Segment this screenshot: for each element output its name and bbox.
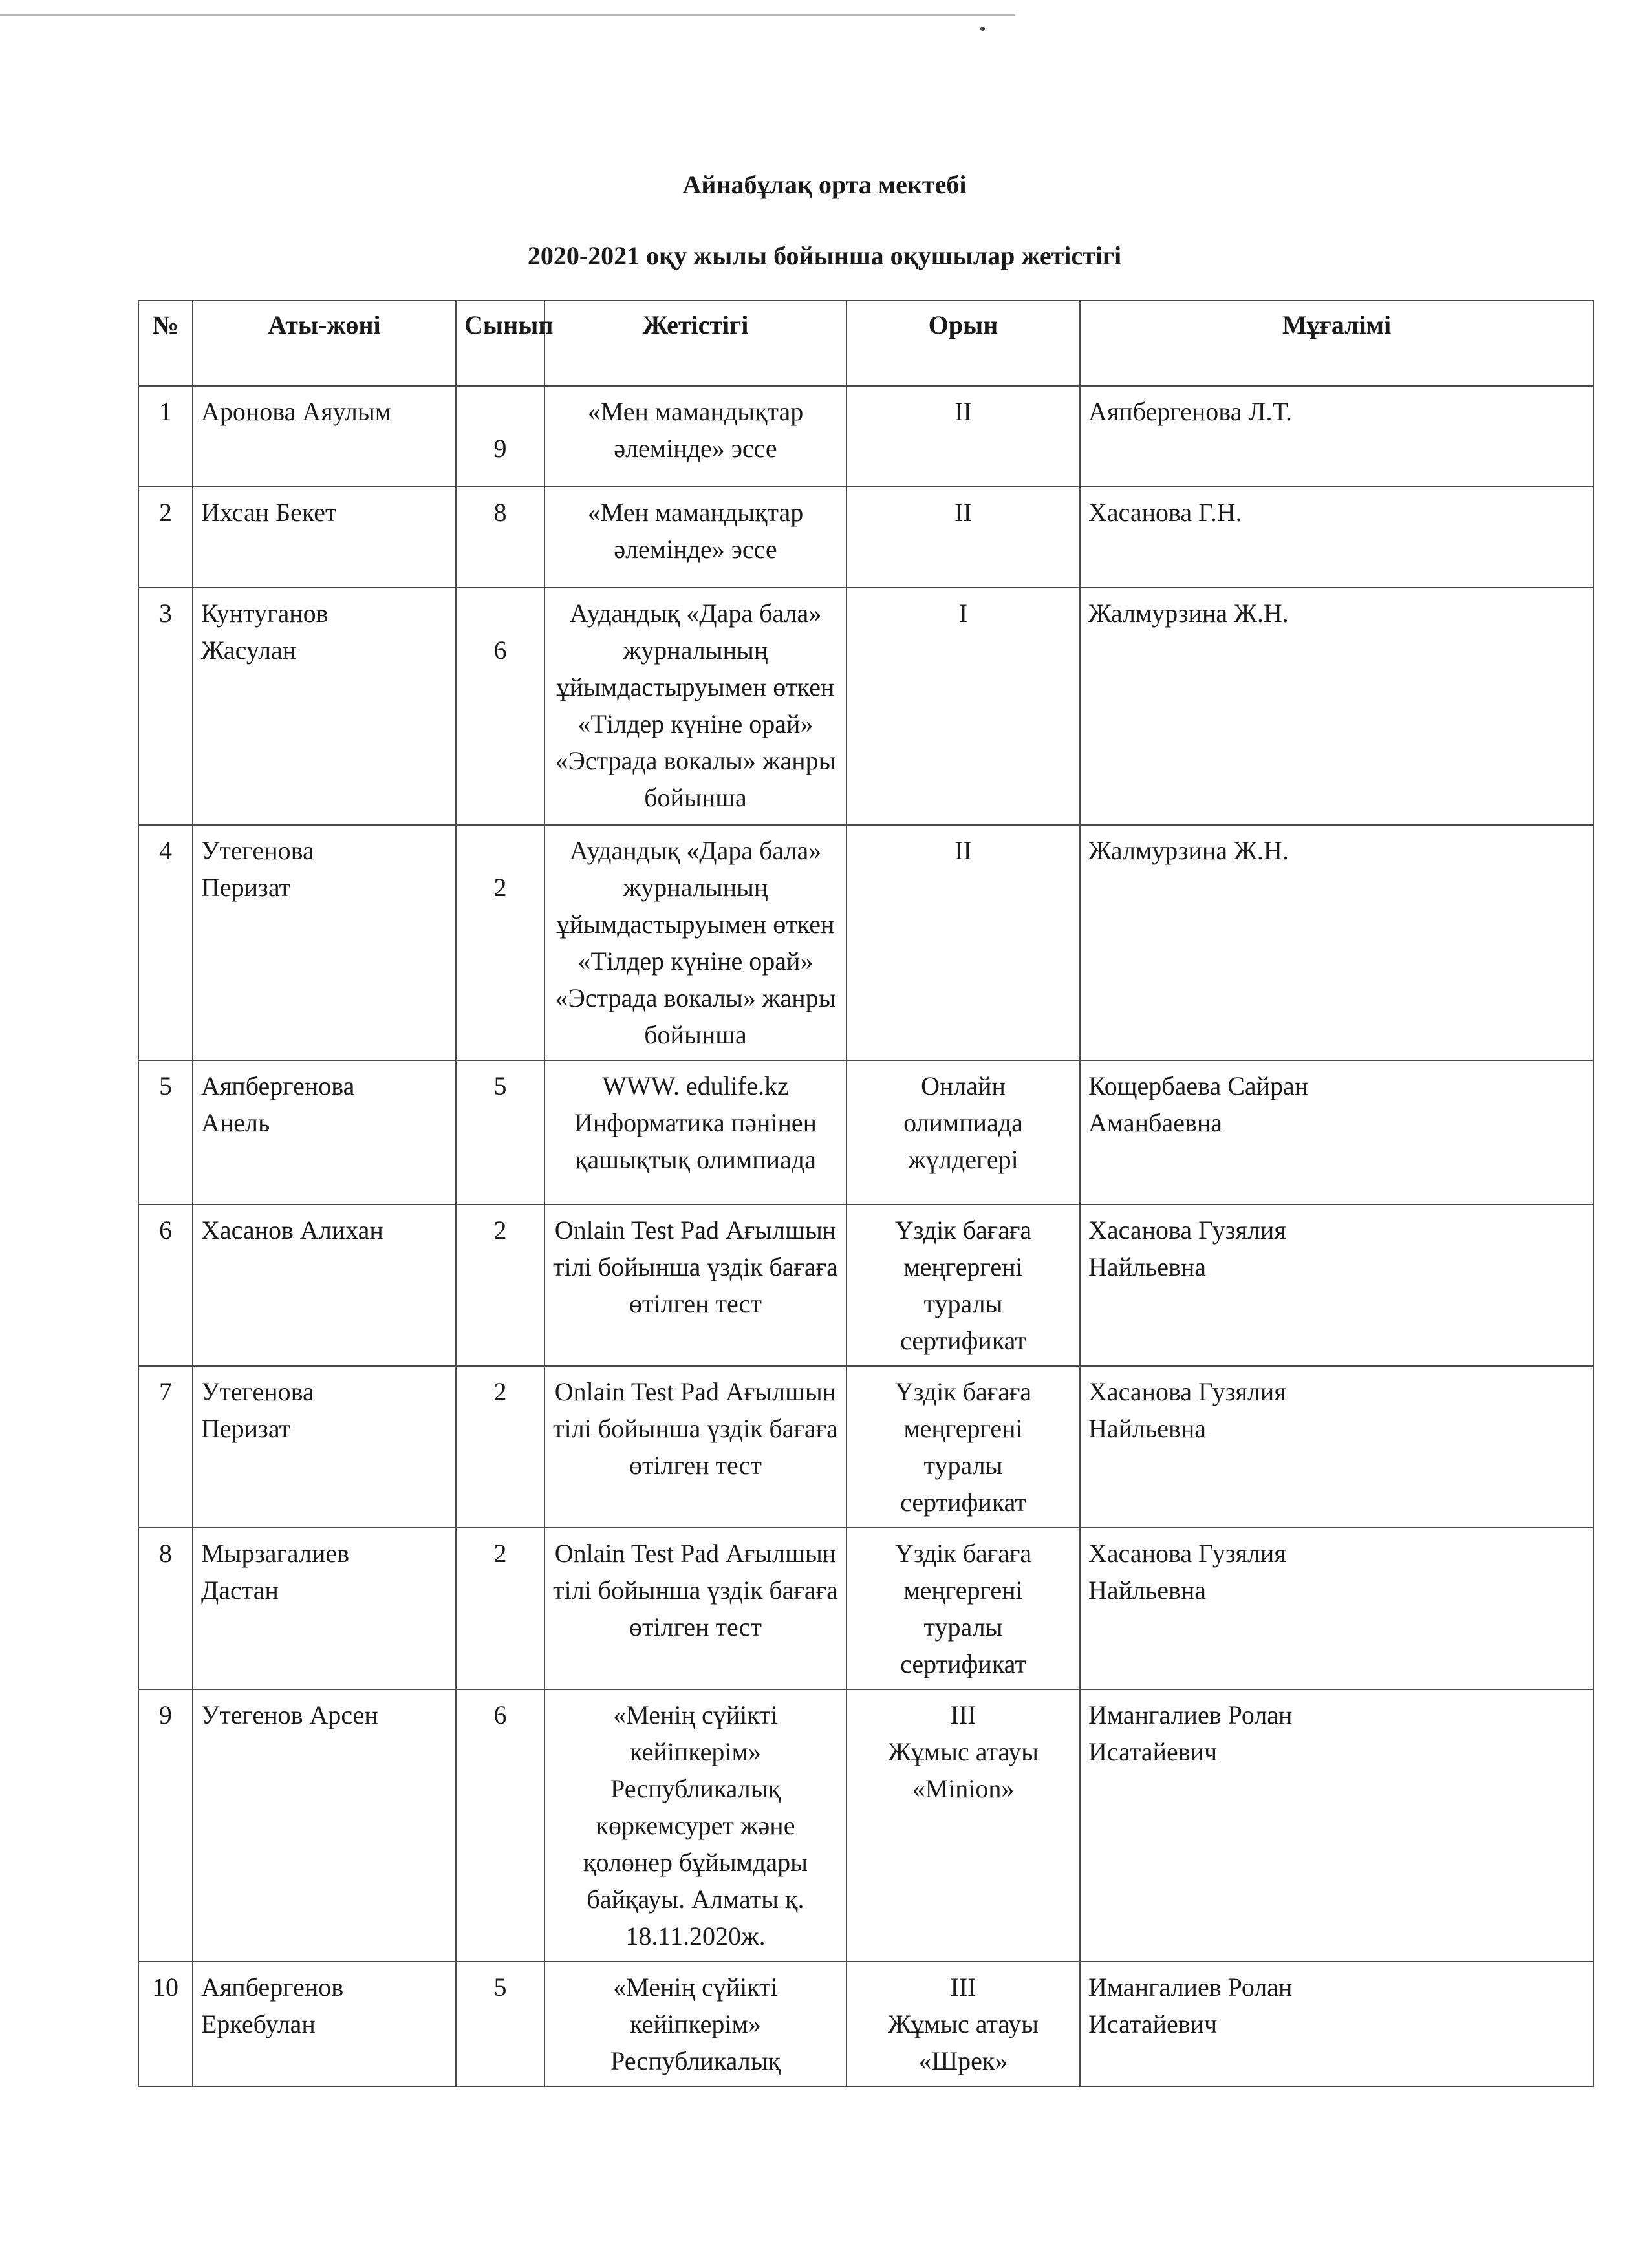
- achievement-line: кейіпкерім»: [630, 2009, 761, 2038]
- teacher-line: Хасанова Гузялия: [1088, 1377, 1286, 1406]
- col-header-number: №: [138, 301, 193, 386]
- achievement-line: Аудандық «Дара бала»: [569, 836, 822, 865]
- scan-top-edge-line: [0, 14, 1015, 16]
- place-line: «Minion»: [912, 1774, 1015, 1803]
- student-name-cell: [193, 1528, 456, 1689]
- student-name-line: Аронова Аяулым: [201, 397, 392, 426]
- place-cell: [846, 1528, 1080, 1689]
- student-name-line: Дастан: [201, 1576, 279, 1605]
- row-number-cell: 3: [138, 588, 193, 825]
- place-cell: [846, 1366, 1080, 1528]
- student-name-line: Перизат: [201, 1414, 291, 1443]
- achievement-cell: [544, 487, 846, 588]
- teacher-line: Хасанова Г.Н.: [1088, 498, 1242, 527]
- grade-value: 2: [493, 873, 507, 902]
- student-name-line: Аяпбергенов: [201, 1973, 344, 2002]
- achievement-line: Республикалық: [610, 2046, 781, 2075]
- place-line: Үздік бағаға: [894, 1377, 1032, 1406]
- student-name-line: Жасулан: [201, 636, 297, 665]
- row-number-cell: 6: [138, 1204, 193, 1366]
- place-line: олимпиада: [903, 1108, 1023, 1137]
- achievement-line: журналының: [623, 636, 768, 665]
- row-number-cell: 10: [138, 1962, 193, 2086]
- place-line: меңгергені: [903, 1576, 1023, 1605]
- teacher-line: Имангалиев Ролан: [1088, 1973, 1293, 2002]
- achievement-cell: [544, 1204, 846, 1366]
- school-title: Айнабұлақ орта мектебі: [682, 170, 967, 199]
- place-line: II: [954, 498, 972, 527]
- achievement-line: 18.11.2020ж.: [625, 1921, 766, 1951]
- teacher-line: Хасанова Гузялия: [1088, 1215, 1286, 1245]
- table-row: [138, 1366, 1593, 1528]
- teacher-line: Жалмурзина Ж.Н.: [1088, 599, 1289, 628]
- teacher-line: Аяпбергенова Л.Т.: [1088, 397, 1292, 426]
- place-line: жүлдегері: [908, 1145, 1018, 1174]
- student-name-cell: [193, 1366, 456, 1528]
- achievement-line: «Тілдер күніне орай»: [577, 947, 814, 976]
- table-row: [138, 588, 1593, 825]
- teacher-cell: [1080, 588, 1593, 825]
- achievement-line: Onlain Test Pad Ағылшын: [554, 1215, 837, 1245]
- place-line: Жұмыс атауы: [887, 1737, 1039, 1766]
- place-line: I: [958, 599, 968, 628]
- achievement-line: өтілген тест: [629, 1451, 762, 1480]
- grade-cell: [456, 1204, 544, 1366]
- grade-value: 5: [493, 1071, 507, 1100]
- col-header-achievement: Жетістігі: [544, 301, 846, 386]
- place-line: II: [954, 397, 972, 426]
- student-name-line: Кунтуганов: [201, 599, 329, 628]
- achievement-line: Республикалық: [610, 1774, 781, 1803]
- row-number-cell: 2: [138, 487, 193, 588]
- table-header-row: [138, 301, 1593, 386]
- place-cell: [846, 1204, 1080, 1366]
- achievement-cell: [544, 386, 846, 487]
- grade-value: 8: [493, 498, 507, 527]
- grade-cell: [456, 1060, 544, 1204]
- place-line: туралы: [923, 1451, 1003, 1480]
- teacher-line: Кощербаева Сайран: [1088, 1071, 1309, 1100]
- student-name-cell: [193, 1689, 456, 1962]
- row-number-cell: 5: [138, 1060, 193, 1204]
- teacher-line: Найльевна: [1088, 1576, 1207, 1605]
- col-header-full-name: Аты-жөні: [193, 301, 456, 386]
- place-line: Жұмыс атауы: [887, 2009, 1039, 2038]
- teacher-line: Хасанова Гузялия: [1088, 1539, 1286, 1568]
- grade-value: 6: [493, 636, 507, 665]
- place-line: III: [950, 1700, 976, 1729]
- grade-value: 2: [493, 1539, 507, 1568]
- student-name-line: Утегенова: [201, 1377, 314, 1406]
- achievement-line: журналының: [623, 873, 768, 902]
- col-header-place: Орын: [846, 301, 1080, 386]
- student-name-line: Перизат: [201, 873, 291, 902]
- achievement-line: «Мен мамандықтар: [587, 498, 804, 527]
- student-name-cell: [193, 1060, 456, 1204]
- student-name-line: Утегенов Арсен: [201, 1700, 378, 1729]
- achievement-line: Аудандық «Дара бала»: [569, 599, 822, 628]
- grade-cell: [456, 1962, 544, 2086]
- grade-cell: [456, 1689, 544, 1962]
- place-line: Үздік бағаға: [894, 1539, 1032, 1568]
- student-name-cell: [193, 386, 456, 487]
- student-name-cell: [193, 1204, 456, 1366]
- achievement-line: «Эстрада вокалы» жанры: [555, 746, 836, 775]
- teacher-cell: [1080, 825, 1593, 1060]
- place-cell: [846, 487, 1080, 588]
- grade-cell: [456, 825, 544, 1060]
- table-row: [138, 1060, 1593, 1204]
- teacher-line: Найльевна: [1088, 1414, 1207, 1443]
- grade-value: 2: [493, 1215, 507, 1245]
- grade-value: 5: [493, 1973, 507, 2002]
- achievement-line: тілі бойынша үздік бағаға: [553, 1576, 838, 1605]
- student-name-line: Ихсан Бекет: [201, 498, 337, 527]
- achievement-line: тілі бойынша үздік бағаға: [553, 1252, 838, 1281]
- col-header-grade: Сынып: [456, 301, 544, 386]
- student-name-cell: [193, 825, 456, 1060]
- student-name-line: Хасанов Алихан: [201, 1215, 383, 1245]
- place-line: III: [950, 1973, 976, 2002]
- place-cell: [846, 1060, 1080, 1204]
- place-line: Онлайн: [921, 1071, 1006, 1100]
- achievement-line: «Менің сүйікті: [613, 1700, 778, 1729]
- teacher-line: Имангалиев Ролан: [1088, 1700, 1293, 1729]
- table-row: [138, 386, 1593, 487]
- achievements-table: [138, 300, 1594, 2087]
- achievement-line: Информатика пәнінен: [574, 1108, 817, 1137]
- grade-cell: [456, 1366, 544, 1528]
- teacher-cell: [1080, 1528, 1593, 1689]
- table-row: [138, 1528, 1593, 1689]
- achievement-line: Onlain Test Pad Ағылшын: [554, 1539, 837, 1568]
- grade-value: 2: [493, 1377, 507, 1406]
- teacher-line: Исатайевич: [1088, 2009, 1218, 2038]
- row-number-cell: 9: [138, 1689, 193, 1962]
- teacher-cell: [1080, 1366, 1593, 1528]
- table-body: [138, 386, 1593, 2086]
- place-cell: [846, 588, 1080, 825]
- achievement-cell: [544, 588, 846, 825]
- place-line: туралы: [923, 1612, 1003, 1642]
- table-row: [138, 825, 1593, 1060]
- place-line: II: [954, 836, 972, 865]
- teacher-cell: [1080, 1962, 1593, 2086]
- place-cell: [846, 386, 1080, 487]
- row-number-cell: 7: [138, 1366, 193, 1528]
- achievement-cell: [544, 1528, 846, 1689]
- row-number-cell: 8: [138, 1528, 193, 1689]
- achievement-line: «Эстрада вокалы» жанры: [555, 983, 836, 1012]
- student-name-cell: [193, 588, 456, 825]
- achievement-line: Onlain Test Pad Ағылшын: [554, 1377, 837, 1406]
- achievement-line: бойынша: [644, 783, 747, 812]
- place-line: меңгергені: [903, 1252, 1023, 1281]
- achievement-line: ұйымдастыруымен өткен: [556, 672, 835, 701]
- student-name-cell: [193, 1962, 456, 2086]
- student-name-line: Утегенова: [201, 836, 314, 865]
- teacher-cell: [1080, 386, 1593, 487]
- place-line: сертификат: [900, 1649, 1026, 1678]
- teacher-cell: [1080, 1204, 1593, 1366]
- table-row: [138, 1962, 1593, 2086]
- grade-cell: [456, 1528, 544, 1689]
- teacher-cell: [1080, 1060, 1593, 1204]
- place-line: туралы: [923, 1289, 1003, 1318]
- achievement-line: тілі бойынша үздік бағаға: [553, 1414, 838, 1443]
- place-cell: [846, 825, 1080, 1060]
- teacher-line: Найльевна: [1088, 1252, 1207, 1281]
- achievement-line: «Мен мамандықтар: [587, 397, 804, 426]
- achievement-line: «Тілдер күніне орай»: [577, 709, 814, 738]
- teacher-cell: [1080, 487, 1593, 588]
- student-name-line: Мырзагалиев: [201, 1539, 350, 1568]
- place-line: сертификат: [900, 1326, 1026, 1355]
- achievement-line: байқауы. Алматы қ.: [587, 1885, 804, 1914]
- achievement-cell: [544, 1060, 846, 1204]
- achievement-line: «Менің сүйікті: [613, 1973, 778, 2002]
- achievement-line: әлемінде» эссе: [614, 434, 777, 463]
- achievement-cell: [544, 1689, 846, 1962]
- place-line: Үздік бағаға: [894, 1215, 1032, 1245]
- grade-value: 9: [493, 434, 507, 463]
- achievement-line: әлемінде» эссе: [614, 535, 777, 564]
- achievement-line: кейіпкерім»: [630, 1737, 761, 1766]
- place-line: «Шрек»: [918, 2046, 1008, 2075]
- grade-cell: [456, 588, 544, 825]
- achievement-cell: [544, 1366, 846, 1528]
- row-number-cell: 4: [138, 825, 193, 1060]
- achievement-line: өтілген тест: [629, 1612, 762, 1642]
- teacher-line: Исатайевич: [1088, 1737, 1218, 1766]
- table-row: [138, 1204, 1593, 1366]
- achievement-line: қолөнер бұйымдары: [583, 1848, 808, 1877]
- achievement-line: ұйымдастыруымен өткен: [556, 910, 835, 939]
- teacher-line: Жалмурзина Ж.Н.: [1088, 836, 1289, 865]
- achievement-line: бойынша: [644, 1020, 747, 1049]
- place-line: меңгергені: [903, 1414, 1023, 1443]
- place-line: сертификат: [900, 1488, 1026, 1517]
- grade-value: 6: [493, 1700, 507, 1729]
- scan-speck: [980, 27, 985, 31]
- place-cell: [846, 1962, 1080, 2086]
- achievement-line: қашықтық олимпиада: [575, 1145, 816, 1174]
- grade-cell: [456, 386, 544, 487]
- col-header-teacher: Мұғалімі: [1080, 301, 1593, 386]
- achievement-line: көркемсурет және: [596, 1811, 795, 1840]
- grade-cell: [456, 487, 544, 588]
- teacher-cell: [1080, 1689, 1593, 1962]
- row-number-cell: 1: [138, 386, 193, 487]
- student-name-line: Анель: [201, 1108, 270, 1137]
- table-row: [138, 1689, 1593, 1962]
- student-name-line: Еркебулан: [201, 2009, 316, 2038]
- student-name-cell: [193, 487, 456, 588]
- achievement-cell: [544, 1962, 846, 2086]
- achievement-line: WWW. edulife.kz: [602, 1071, 789, 1100]
- achievement-cell: [544, 825, 846, 1060]
- student-name-line: Аяпбергенова: [201, 1071, 355, 1100]
- place-cell: [846, 1689, 1080, 1962]
- achievement-line: өтілген тест: [629, 1289, 762, 1318]
- table-row: [138, 487, 1593, 588]
- teacher-line: Аманбаевна: [1088, 1108, 1222, 1137]
- report-subtitle: 2020-2021 оқу жылы бойынша оқушылар жетістігі: [527, 241, 1122, 270]
